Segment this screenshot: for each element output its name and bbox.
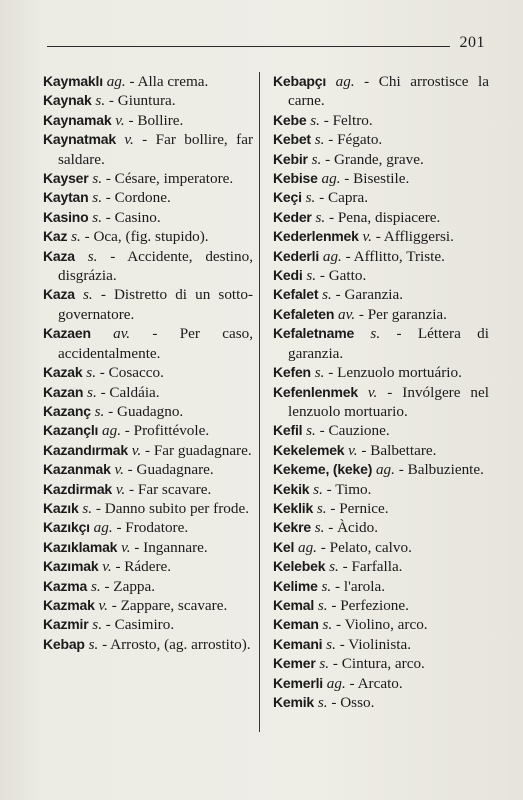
entry-part-of-speech: s.: [71, 228, 81, 246]
entry-headword: Kekeme, (keke): [273, 461, 373, 478]
dictionary-entry: [273, 654, 489, 673]
entry-headword: Kefenlenmek: [273, 383, 358, 400]
entry-definition: - Far guadagnare.: [141, 441, 252, 459]
entry-definition: - Bollire.: [124, 111, 184, 129]
dictionary-entry: [43, 91, 253, 110]
entry-definition: - Rádere.: [111, 558, 172, 576]
entry-headword: Kazmak: [43, 596, 95, 613]
entry-definition: - Feltro.: [319, 111, 373, 129]
entry-headword: Keman: [273, 616, 319, 633]
entry-part-of-speech: v.: [102, 558, 112, 576]
entry-headword: Kazanç: [43, 402, 91, 419]
dictionary-entry: [273, 441, 489, 460]
entry-headword: Kaz: [43, 228, 68, 245]
entry-definition: - Zappa.: [100, 577, 156, 595]
dictionary-entry: [43, 615, 253, 634]
dictionary-entry: [273, 363, 489, 382]
entry-headword: Kazmir: [43, 616, 89, 633]
entry-headword: Kemani: [273, 635, 323, 652]
dictionary-entry: [43, 208, 253, 227]
entry-definition: - Far scavare.: [125, 480, 212, 498]
entry-headword: Kel: [273, 538, 295, 555]
dictionary-entry: [273, 557, 489, 576]
dictionary-entry: [273, 596, 489, 615]
entry-headword: Kaynatmak: [43, 131, 116, 148]
entry-headword: Keder: [273, 208, 312, 225]
entry-part-of-speech: ag.: [322, 247, 342, 265]
entry-headword: Kazanmak: [43, 461, 111, 478]
dictionary-entry: [273, 324, 489, 363]
entry-headword: Kefaletname: [273, 325, 355, 342]
entry-definition: - Fégato.: [324, 131, 383, 149]
entry-definition: - Ingannare.: [130, 538, 208, 556]
entry-definition: - l'arola.: [331, 577, 385, 595]
entry-definition: - Afflitto, Triste.: [341, 247, 445, 265]
entry-part-of-speech: ag.: [335, 73, 355, 90]
entry-part-of-speech: s.: [311, 150, 322, 168]
entry-definition: - Pelato, calvo.: [316, 538, 412, 556]
dictionary-entry: [273, 421, 489, 440]
entry-definition: - Per caso, accidentalmente.: [58, 325, 253, 362]
entry-part-of-speech: v.: [362, 228, 372, 246]
entry-headword: Kemer: [273, 655, 316, 672]
entry-part-of-speech: v.: [131, 441, 142, 459]
dictionary-entry: [43, 441, 253, 460]
entry-part-of-speech: s.: [92, 616, 102, 634]
entry-headword: Keçi: [273, 189, 302, 206]
dictionary-entry: [43, 557, 253, 576]
dictionary-entry: [43, 518, 253, 537]
entry-part-of-speech: s.: [329, 558, 339, 576]
entry-part-of-speech: v.: [114, 461, 124, 479]
dictionary-entry: [273, 499, 489, 518]
entry-headword: Kazançlı: [43, 422, 99, 439]
entry-part-of-speech: s.: [87, 247, 98, 265]
entry-headword: Kemal: [273, 596, 315, 613]
dictionary-entry: [273, 460, 489, 479]
entry-definition: - Cordone.: [102, 189, 171, 207]
entry-headword: Kazandırmak: [43, 441, 128, 458]
entry-part-of-speech: ag.: [93, 519, 113, 537]
entry-headword: Kaza: [43, 286, 75, 303]
dictionary-entry: [43, 421, 253, 440]
entry-definition: - Accidente, destino, disgrázia.: [58, 247, 254, 285]
entry-part-of-speech: ag.: [106, 73, 126, 90]
entry-headword: Kazdirmak: [43, 480, 113, 497]
dictionary-entry: [273, 577, 489, 596]
dictionary-entry: [273, 208, 489, 227]
entry-part-of-speech: s.: [313, 480, 323, 498]
entry-part-of-speech: s.: [306, 422, 316, 440]
entry-definition: - Zappare, scavare.: [107, 596, 228, 614]
entry-headword: Kefaleten: [273, 305, 335, 322]
dictionary-entry: [273, 693, 489, 712]
entry-headword: Kederli: [273, 247, 320, 264]
dictionary-entry: [273, 111, 489, 130]
dictionary-entry: [273, 169, 489, 188]
entry-part-of-speech: s.: [83, 286, 93, 304]
dictionary-entry: [43, 363, 253, 382]
entry-definition: - Cauzione.: [315, 422, 390, 440]
entry-definition: - Caldáia.: [96, 383, 160, 401]
entry-definition: - Oca, (fig. stupido).: [80, 228, 209, 246]
entry-definition: - Capra.: [315, 189, 369, 207]
dictionary-entry: [43, 577, 253, 596]
entry-definition: - Bisestile.: [340, 170, 410, 188]
entry-headword: Kebise: [273, 170, 318, 187]
dictionary-entry: [43, 169, 253, 188]
entry-definition: - Balbettare.: [357, 441, 437, 459]
entry-definition: - Casimiro.: [102, 616, 175, 634]
dictionary-entry: [43, 111, 253, 130]
entry-headword: Kazma: [43, 577, 88, 594]
column-divider: [259, 72, 260, 732]
dictionary-entry: [43, 130, 253, 169]
entry-headword: Kazık: [43, 499, 79, 516]
entry-part-of-speech: s.: [310, 111, 320, 129]
dictionary-entry: [273, 227, 489, 246]
entry-headword: Kayser: [43, 170, 89, 187]
entry-part-of-speech: s.: [305, 189, 316, 207]
entry-part-of-speech: s.: [321, 577, 332, 595]
dictionary-entry: [43, 538, 253, 557]
entry-headword: Kaymaklı: [43, 73, 103, 89]
entry-part-of-speech: s.: [87, 383, 97, 401]
dictionary-entry: [43, 402, 253, 421]
entry-headword: Kaza: [43, 247, 75, 264]
dictionary-entry: [43, 596, 253, 615]
entry-definition: - Profittévole.: [120, 422, 210, 440]
dictionary-entry: [273, 130, 489, 149]
dictionary-entry: [273, 285, 489, 304]
entry-definition: - Farfalla.: [338, 558, 403, 576]
dictionary-entry: [273, 72, 489, 111]
entry-definition: - Balbuziente.: [394, 461, 484, 479]
entry-definition: - Osso.: [327, 694, 375, 711]
entry-definition: - Arcato.: [345, 674, 403, 692]
entry-headword: Kedi: [273, 267, 303, 284]
entry-headword: Kemerli: [273, 674, 323, 691]
dictionary-entry: [43, 247, 253, 286]
entry-definition: - Lenzuolo mortuário.: [324, 364, 462, 382]
entry-part-of-speech: s.: [317, 596, 328, 614]
dictionary-entry: [43, 383, 253, 402]
entry-headword: Kaynamak: [43, 111, 112, 128]
entry-definition: - Violino, arco.: [332, 616, 428, 634]
dictionary-entry: [273, 188, 489, 207]
entry-definition: - Léttera di garanzia.: [288, 325, 490, 362]
entry-part-of-speech: s.: [90, 577, 101, 595]
entry-part-of-speech: ag.: [326, 674, 346, 692]
entry-definition: - Cosacco.: [96, 364, 164, 382]
entry-part-of-speech: v.: [115, 111, 125, 129]
entry-definition: - Far bollire, far saldare.: [58, 131, 254, 168]
entry-definition: - Garanzia.: [331, 286, 404, 304]
dictionary-entry: [273, 635, 489, 654]
dictionary-entry: [273, 674, 489, 693]
entry-part-of-speech: v.: [348, 441, 358, 459]
entry-part-of-speech: av.: [113, 325, 131, 343]
entry-headword: Kebapçı: [273, 73, 327, 89]
entry-part-of-speech: s.: [306, 267, 317, 285]
dictionary-entry: [43, 285, 253, 324]
entry-headword: Kaynak: [43, 92, 92, 109]
entry-part-of-speech: s.: [319, 655, 330, 673]
dictionary-entry: [43, 72, 253, 91]
dictionary-entry: [273, 383, 489, 422]
dictionary-entry: [273, 150, 489, 169]
dictionary-entry: [43, 480, 253, 499]
entry-part-of-speech: s.: [315, 208, 326, 226]
entry-part-of-speech: ag.: [102, 422, 121, 440]
entry-definition: - Pena, dispiacere.: [325, 208, 441, 226]
dictionary-entry: [43, 460, 253, 479]
entry-definition: - Giuntura.: [105, 92, 176, 110]
entry-definition: - Arrosto, (ag. arrostito).: [98, 635, 251, 653]
header-rule: [47, 46, 450, 47]
entry-definition: - Cintura, arco.: [329, 655, 425, 673]
entry-part-of-speech: s.: [314, 131, 325, 149]
entry-definition: - Timo.: [322, 480, 372, 498]
entry-headword: Kekre: [273, 519, 311, 536]
entry-part-of-speech: s.: [82, 499, 93, 517]
entry-headword: Kazıkçı: [43, 519, 90, 536]
dictionary-entry: [43, 188, 253, 207]
entry-part-of-speech: v.: [98, 596, 108, 614]
left-column: [43, 72, 253, 654]
dictionary-entry: [43, 499, 253, 518]
dictionary-entry: [43, 324, 253, 363]
entry-definition: - Casino.: [102, 208, 161, 226]
entry-part-of-speech: v.: [115, 480, 126, 498]
entry-headword: Kazımak: [43, 558, 99, 575]
entry-part-of-speech: v.: [367, 383, 378, 401]
dictionary-entry: [273, 615, 489, 634]
entry-definition: - Grande, grave.: [321, 150, 424, 168]
entry-definition: - Pernice.: [326, 499, 389, 517]
right-column: [273, 72, 489, 712]
entry-headword: Kasino: [43, 208, 89, 225]
entry-headword: Kefen: [273, 364, 311, 381]
entry-headword: Kekelemek: [273, 441, 345, 458]
entry-definition: - Césare, imperatore.: [102, 170, 234, 188]
entry-headword: Kazak: [43, 364, 83, 381]
entry-definition: - Chi arrostisce la carne.: [288, 73, 489, 110]
entry-part-of-speech: s.: [326, 635, 336, 653]
entry-definition: - Àcido.: [324, 519, 379, 537]
entry-part-of-speech: s.: [322, 616, 333, 634]
entry-headword: Kebe: [273, 111, 307, 128]
entry-definition: - Distretto di un sotto-governatore.: [58, 286, 254, 323]
entry-part-of-speech: s.: [92, 189, 102, 207]
entry-definition: - Guadagnare.: [123, 461, 214, 479]
entry-definition: - Alla crema.: [125, 73, 209, 90]
entry-part-of-speech: s.: [370, 325, 381, 343]
entry-headword: Kebap: [43, 635, 85, 652]
entry-headword: Kekik: [273, 480, 310, 497]
entry-part-of-speech: s.: [317, 694, 328, 711]
entry-definition: - Guadagno.: [104, 402, 184, 420]
dictionary-entry: [273, 518, 489, 537]
entry-part-of-speech: s.: [86, 364, 96, 382]
entry-part-of-speech: av.: [338, 305, 356, 323]
entry-part-of-speech: s.: [92, 170, 103, 188]
page-number: 201: [459, 34, 485, 51]
entry-definition: - Gatto.: [316, 267, 367, 285]
entry-headword: Kaytan: [43, 189, 89, 206]
entry-definition: - Affliggersi.: [371, 228, 454, 246]
entry-headword: Kemik: [273, 694, 315, 710]
entry-definition: - Perfezione.: [327, 596, 409, 614]
entry-part-of-speech: s.: [92, 208, 102, 226]
entry-headword: Keklik: [273, 499, 314, 516]
entry-headword: Kelebek: [273, 558, 326, 575]
entry-part-of-speech: ag.: [375, 461, 395, 479]
entry-headword: Kazan: [43, 383, 84, 400]
dictionary-entry: [43, 227, 253, 246]
entry-definition: - Violinista.: [335, 635, 412, 653]
dictionary-entry: [273, 305, 489, 324]
entry-definition: - Invólgere nel lenzuolo mortuario.: [288, 383, 489, 420]
entry-part-of-speech: ag.: [297, 538, 317, 556]
dictionary-entry: [273, 247, 489, 266]
entry-headword: Kazaen: [43, 325, 91, 342]
dictionary-entry: [273, 480, 489, 499]
entry-part-of-speech: s.: [314, 519, 325, 537]
entry-headword: Kelime: [273, 577, 318, 594]
entry-definition: - Per garanzia.: [355, 305, 447, 323]
dictionary-entry: [273, 538, 489, 557]
entry-headword: Kefil: [273, 422, 303, 439]
entry-part-of-speech: s.: [314, 364, 325, 382]
entry-part-of-speech: s.: [95, 92, 106, 110]
entry-part-of-speech: v.: [124, 131, 134, 149]
entry-headword: Kazıklamak: [43, 538, 118, 555]
entry-part-of-speech: s.: [88, 635, 99, 653]
entry-definition: - Frodatore.: [112, 519, 189, 537]
entry-part-of-speech: s.: [322, 286, 332, 304]
entry-part-of-speech: s.: [94, 402, 105, 420]
entry-headword: Kederlenmek: [273, 228, 359, 245]
entry-headword: Kefalet: [273, 286, 319, 303]
entry-headword: Kebir: [273, 150, 308, 167]
entry-part-of-speech: s.: [316, 499, 327, 517]
entry-headword: Kebet: [273, 131, 311, 148]
entry-part-of-speech: ag.: [321, 170, 341, 188]
dictionary-entry: [273, 266, 489, 285]
entry-part-of-speech: v.: [121, 538, 131, 556]
dictionary-entry: [43, 635, 253, 654]
entry-definition: - Danno subito per frode.: [92, 499, 249, 517]
